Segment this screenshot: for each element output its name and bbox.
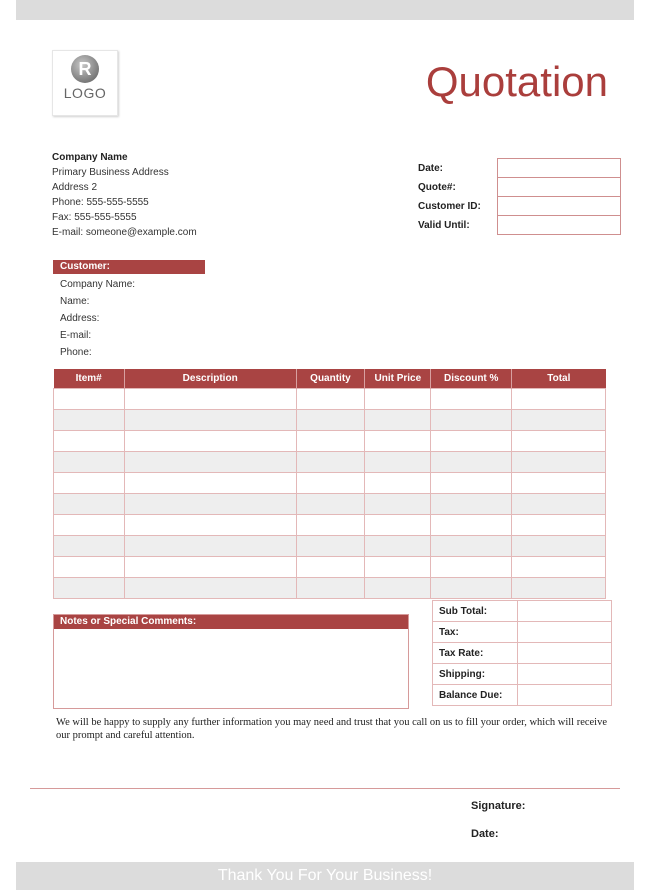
table-cell[interactable] — [365, 473, 431, 494]
col-header-unit-price: Unit Price — [365, 369, 431, 389]
table-cell[interactable] — [54, 389, 125, 410]
table-cell[interactable] — [431, 473, 512, 494]
table-cell[interactable] — [431, 452, 512, 473]
date-field[interactable] — [498, 159, 621, 178]
table-cell[interactable] — [431, 431, 512, 452]
company-name: Company Name — [52, 152, 128, 163]
col-header-quantity: Quantity — [296, 369, 365, 389]
table-row — [54, 515, 606, 536]
table-cell[interactable] — [54, 473, 125, 494]
footer-banner: Thank You For Your Business! — [16, 862, 634, 890]
table-cell[interactable] — [296, 494, 365, 515]
table-cell[interactable] — [431, 578, 512, 599]
customer-id-field[interactable] — [498, 197, 621, 216]
table-row — [54, 557, 606, 578]
table-cell[interactable] — [296, 557, 365, 578]
table-cell[interactable] — [431, 389, 512, 410]
table-row — [54, 494, 606, 515]
customer-info — [60, 276, 135, 361]
table-cell[interactable] — [296, 515, 365, 536]
table-cell[interactable] — [365, 557, 431, 578]
col-header-description: Description — [124, 369, 296, 389]
quote-meta-table — [416, 158, 621, 235]
signature-date-label: Date: — [471, 828, 499, 840]
table-cell[interactable] — [512, 431, 606, 452]
table-row — [54, 431, 606, 452]
table-cell[interactable] — [512, 536, 606, 557]
col-header-discount: Discount % — [431, 369, 512, 389]
table-row — [54, 410, 606, 431]
table-cell[interactable] — [54, 536, 125, 557]
table-cell[interactable] — [124, 431, 296, 452]
tax-rate-field[interactable] — [518, 643, 612, 664]
customer-name-label: Name: — [60, 296, 90, 307]
signature-label: Signature: — [471, 800, 526, 812]
table-cell[interactable] — [512, 473, 606, 494]
table-cell[interactable] — [512, 389, 606, 410]
totals-table — [432, 600, 612, 706]
tax-field[interactable] — [518, 622, 612, 643]
table-row — [54, 389, 606, 410]
logo-text: LOGO — [63, 85, 107, 101]
document-title: Quotation — [425, 58, 608, 105]
table-cell[interactable] — [54, 578, 125, 599]
table-cell[interactable] — [365, 389, 431, 410]
customer-address-label: Address: — [60, 313, 100, 324]
customer-header: Customer: — [53, 260, 205, 274]
items-table — [53, 369, 606, 599]
company-email: E-mail: someone@example.com — [52, 227, 197, 238]
table-cell[interactable] — [512, 494, 606, 515]
table-cell[interactable] — [124, 515, 296, 536]
customer-phone-label: Phone: — [60, 347, 92, 358]
table-cell[interactable] — [512, 410, 606, 431]
table-cell[interactable] — [296, 410, 365, 431]
notes-header: Notes or Special Comments: — [54, 615, 408, 629]
table-cell[interactable] — [54, 410, 125, 431]
table-cell[interactable] — [512, 515, 606, 536]
table-cell[interactable] — [365, 452, 431, 473]
customer-email-label: E-mail: — [60, 330, 92, 341]
balance-due-label: Balance Due: — [433, 685, 518, 706]
valid-until-label: Valid Until: — [418, 219, 470, 231]
table-cell[interactable] — [431, 410, 512, 431]
table-cell[interactable] — [512, 557, 606, 578]
company-fax: Fax: 555-555-5555 — [52, 212, 137, 223]
notes-box[interactable] — [53, 614, 409, 709]
table-cell[interactable] — [124, 557, 296, 578]
table-cell[interactable] — [296, 578, 365, 599]
table-cell[interactable] — [54, 431, 125, 452]
table-cell[interactable] — [54, 452, 125, 473]
signature-divider — [30, 788, 620, 789]
table-cell[interactable] — [124, 536, 296, 557]
closing-text: We will be happy to supply any further information you may need and trust that you call on us to fill your order, which will receive our prompt and careful attention. — [56, 717, 608, 741]
tax-rate-label: Tax Rate: — [433, 643, 518, 664]
table-cell[interactable] — [124, 578, 296, 599]
table-row — [54, 452, 606, 473]
table-cell[interactable] — [365, 536, 431, 557]
table-cell[interactable] — [124, 410, 296, 431]
table-cell[interactable] — [365, 410, 431, 431]
table-cell[interactable] — [124, 494, 296, 515]
items-header-row — [54, 369, 606, 389]
table-cell[interactable] — [296, 536, 365, 557]
table-cell[interactable] — [431, 515, 512, 536]
company-logo — [52, 50, 118, 116]
table-row — [54, 578, 606, 599]
table-cell[interactable] — [512, 578, 606, 599]
table-cell[interactable] — [296, 452, 365, 473]
table-cell[interactable] — [365, 494, 431, 515]
table-cell[interactable] — [296, 389, 365, 410]
table-cell[interactable] — [431, 494, 512, 515]
balance-due-field[interactable] — [518, 685, 612, 706]
table-cell[interactable] — [365, 431, 431, 452]
table-cell[interactable] — [124, 452, 296, 473]
col-header-total: Total — [512, 369, 606, 389]
company-phone: Phone: 555-555-5555 — [52, 197, 149, 208]
table-cell[interactable] — [54, 494, 125, 515]
customer-company-label: Company Name: — [60, 279, 136, 290]
table-cell[interactable] — [124, 473, 296, 494]
quote-number-field[interactable] — [498, 178, 621, 197]
table-row — [54, 473, 606, 494]
tax-label: Tax: — [433, 622, 518, 643]
table-cell[interactable] — [124, 389, 296, 410]
date-label: Date: — [418, 162, 444, 174]
table-cell[interactable] — [365, 515, 431, 536]
table-row — [54, 536, 606, 557]
top-bar — [16, 0, 634, 20]
col-header-item: Item# — [54, 369, 125, 389]
subtotal-field[interactable] — [518, 601, 612, 622]
customer-id-label: Customer ID: — [418, 200, 481, 212]
table-cell[interactable] — [365, 578, 431, 599]
table-cell[interactable] — [431, 536, 512, 557]
table-cell[interactable] — [296, 473, 365, 494]
table-cell[interactable] — [296, 431, 365, 452]
company-info — [52, 150, 197, 240]
subtotal-label: Sub Total: — [433, 601, 518, 622]
valid-until-field[interactable] — [498, 216, 621, 235]
table-cell[interactable] — [54, 515, 125, 536]
company-address-1: Primary Business Address — [52, 167, 169, 178]
table-cell[interactable] — [54, 557, 125, 578]
registered-mark-icon: R — [71, 55, 99, 83]
table-cell[interactable] — [431, 557, 512, 578]
company-address-2: Address 2 — [52, 182, 98, 193]
shipping-field[interactable] — [518, 664, 612, 685]
table-cell[interactable] — [512, 452, 606, 473]
quote-number-label: Quote#: — [418, 181, 456, 193]
shipping-label: Shipping: — [433, 664, 518, 685]
